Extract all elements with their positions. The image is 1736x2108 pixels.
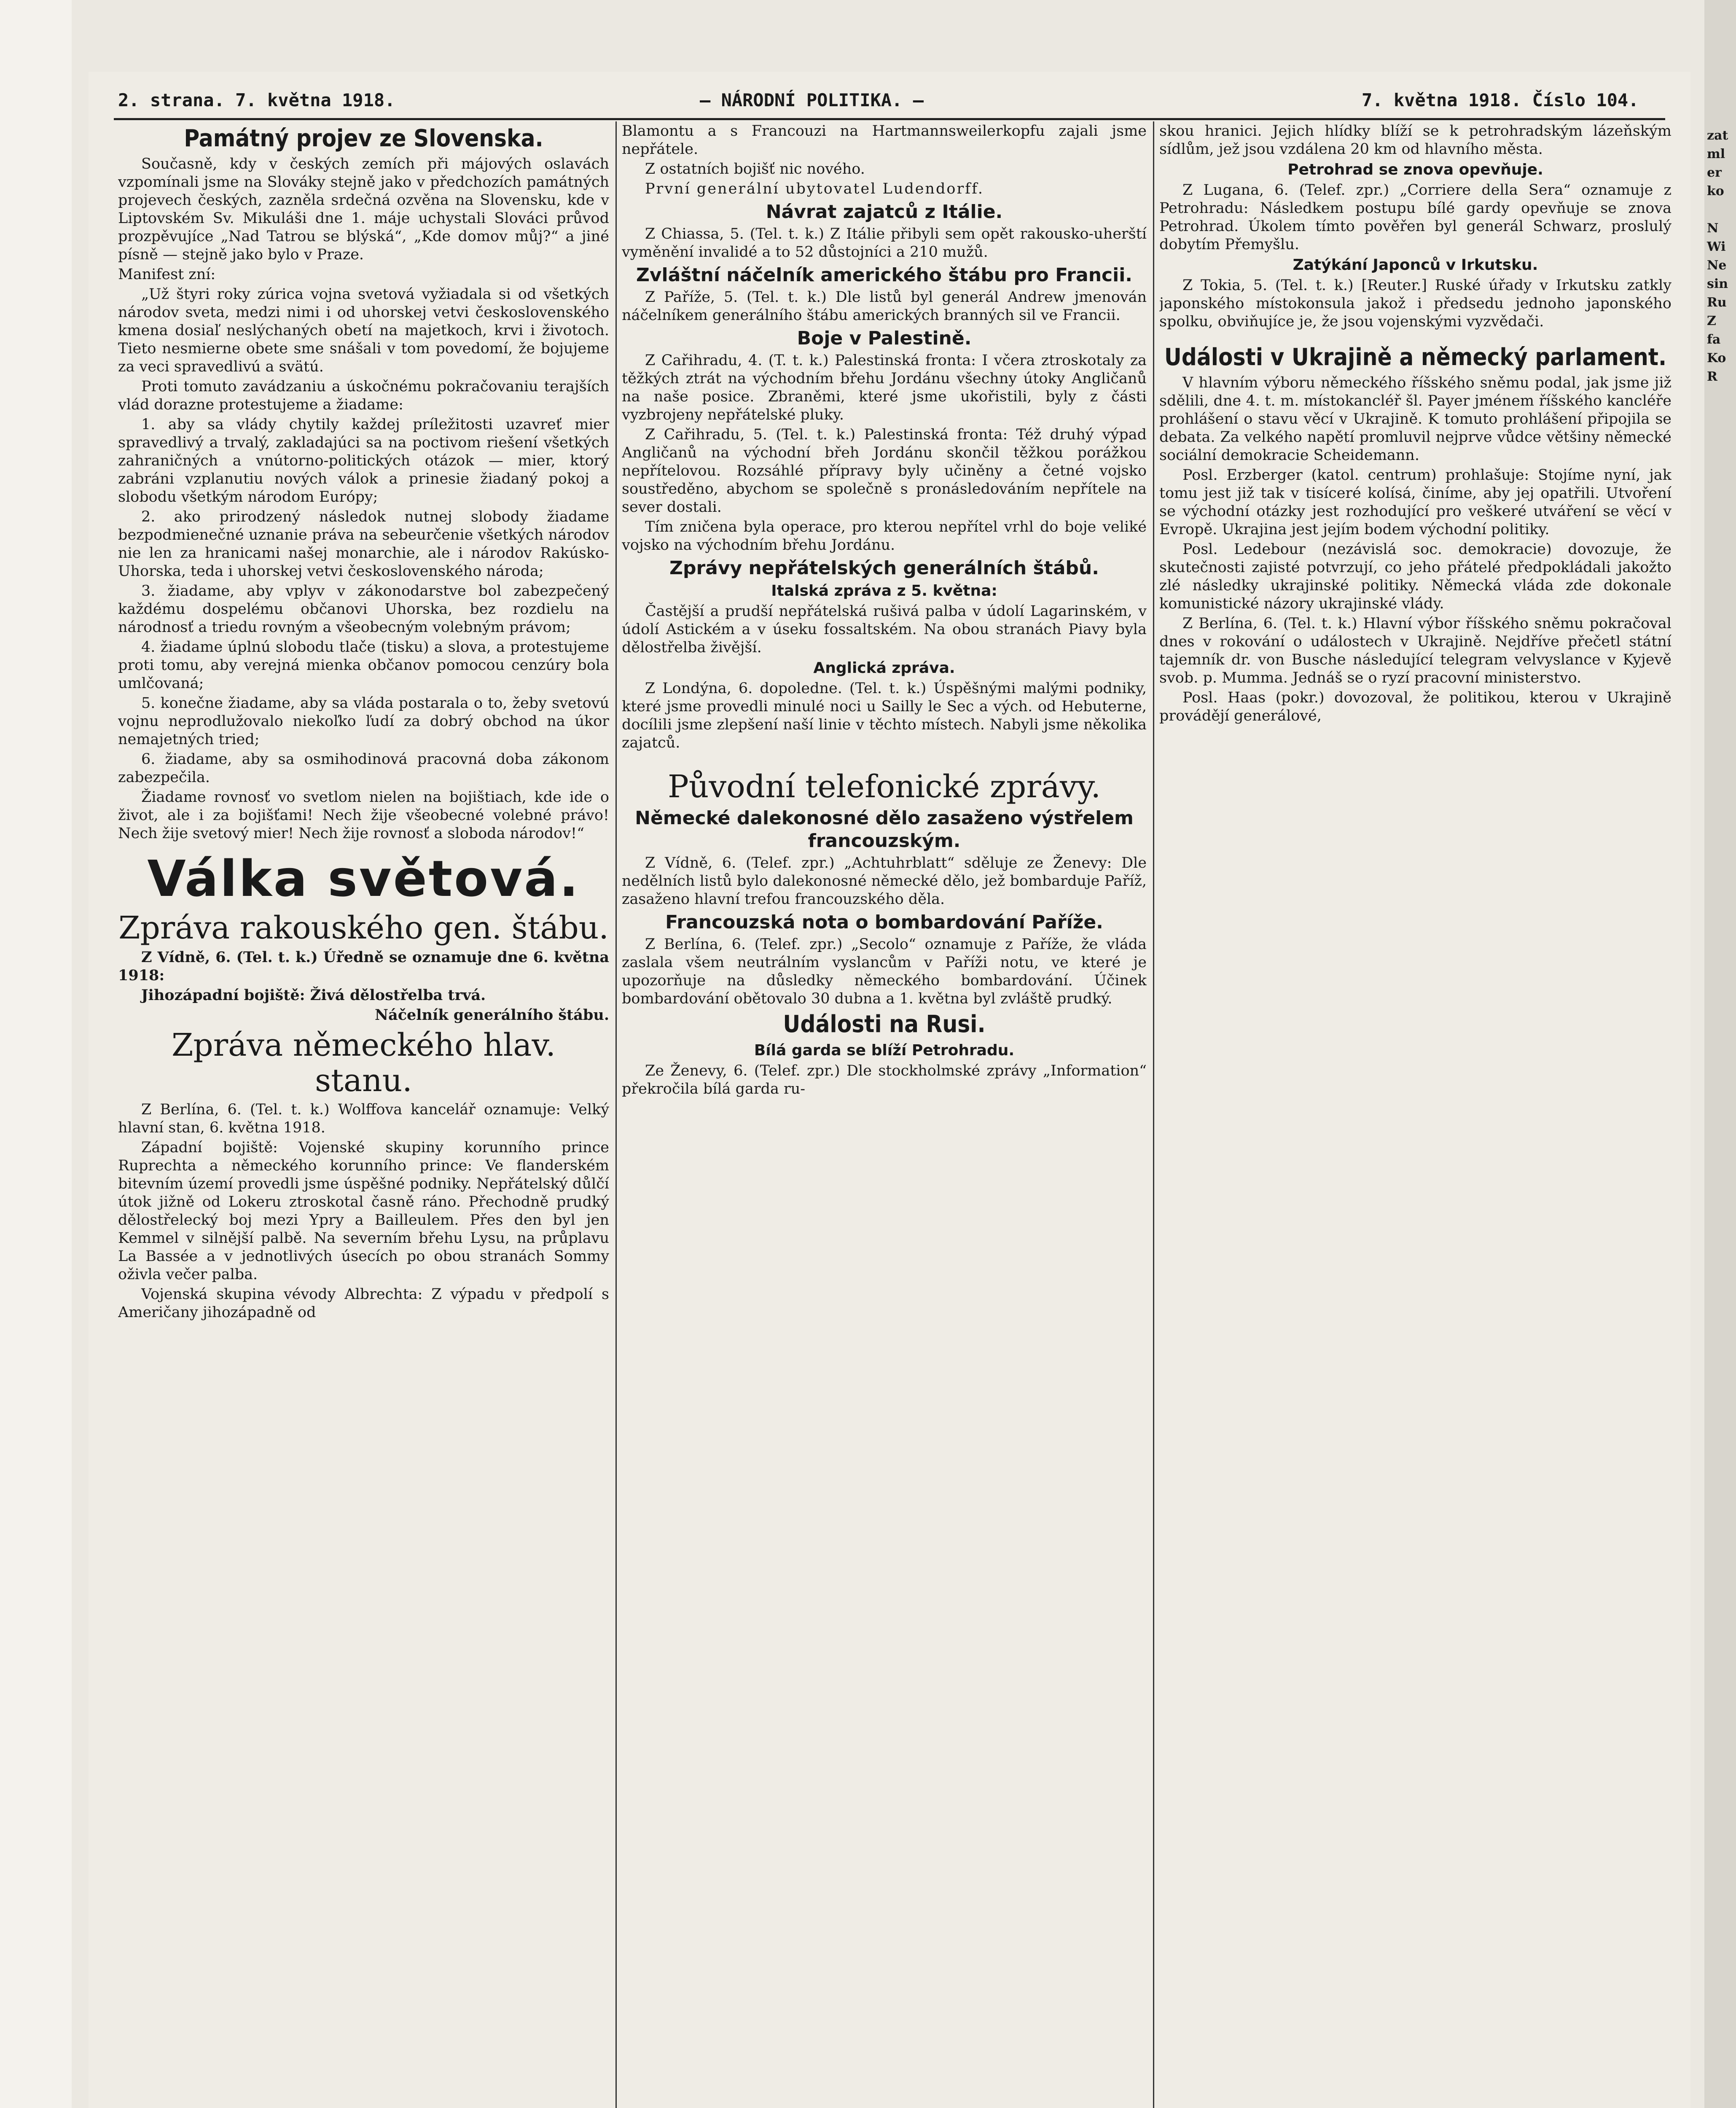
column-1 bbox=[118, 122, 609, 2108]
header-right: 7. května 1918. Číslo 104. bbox=[1362, 90, 1639, 110]
headline-dalekonosne-delo: Německé dalekonosné dělo zasaženo výstřelem francouzským. bbox=[635, 807, 1134, 852]
edge-fragment: zat bbox=[1707, 128, 1728, 143]
edge-fragment: sin bbox=[1707, 277, 1728, 291]
paragraph: V hlavním výboru německého říšského sněmu podal, jak jsme již sdělili, dne 4. t. m. místokancléř šl. Payer jménem říšského kancléře prohlášení o stavu věcí v Ukrajině. K tomuto prohlášení připojila se debata. Za velkého napětí promluvil nejprve vůdce většiny německé sociální demokracie Scheidemann. bbox=[1159, 374, 1672, 464]
paragraph: Blamontu a s Francouzi na Hartmannsweilerkopfu zajali jsme nepřátele. bbox=[622, 123, 1147, 158]
paragraph: Posl. Erzberger (katol. centrum) prohlašuje: Stojíme nyní, jak tomu jest již tak v tisíceré kolísá, činíme, aby jej opatřili. Utvoření se východní otázky jest rozhodující pro veškeré utváření se věcí v Evropě. Ukrajina jest jejím bodem východní politiky. bbox=[1159, 467, 1672, 538]
paragraph: 2. ako prirodzený následok nutnej slobody žiadame bezpodmienečné uznanie práva na sebeurčenie všetkých národov nie len za hranicami našej monarchie, ale i národov Rakúsko-Uhorska, teda i uhorskej vetvi československého národa; bbox=[118, 508, 609, 580]
paragraph: První generální ubytovatel Ludendorff. bbox=[645, 180, 984, 197]
page-header bbox=[118, 82, 1661, 116]
paragraph: Posl. Haas (pokr.) dovozoval, že politikou, kterou v Ukrajině provádějí generálové, bbox=[1159, 689, 1672, 724]
edge-fragment: Ne bbox=[1707, 258, 1727, 273]
edge-fragment: R bbox=[1707, 369, 1717, 384]
paragraph: Západní bojiště: Vojenské skupiny korunního prince Ruprechta a německého korunního prince: Ve flanderském bitevním území provedli jsme úspěšné podniky. Nepřátelský důlčí útok jižně od Lokeru ztroskotal časně ráno. Přechodně prudký dělostřelecký boj mezi Ypry a Bailleulem. Přes den byl jen Kemmel v silnější palbě. Na severním břehu Lysu, na průplavu La Bassée a v jednotlivých úsecích po obou stranách Sommy oživla večer palba. bbox=[118, 1139, 609, 1283]
headline-japonci: Zatýkání Japonců v Irkutsku. bbox=[1293, 256, 1538, 274]
paragraph: Z Vídně, 6. (Telef. zpr.) „Achtuhrblatt“ sděluje ze Ženevy: Dle nedělních listů bylo dalekonosné německé dělo, jež bombarduje Paříž, zasaženo hlavní trefou francouzského děla. bbox=[622, 855, 1147, 908]
paragraph: Posl. Ledebour (nezávislá soc. demokracie) dovozuje, že skutečnosti zajisté potvrzují, co jeho přátelé předpokládali jakožto zlé následky ukrajinské politiky. Německá vláda zde dokonale komunistické názory ukrajinské vlády. bbox=[1159, 541, 1672, 612]
paragraph: Z Lugana, 6. (Telef. zpr.) „Corriere della Sera“ oznamuje z Petrohradu: Následkem postupu bílé gardy opevňuje se znova Petrohrad. Úkolem tímto pověřen byl generál Schwarz, proslulý dobytím Přemyšlu. bbox=[1159, 182, 1672, 253]
edge-fragment: er bbox=[1707, 165, 1722, 180]
paragraph: Ze Ženevy, 6. (Telef. zpr.) Dle stockholmské zprávy „Information“ překročila bílá garda ru- bbox=[622, 1062, 1147, 1097]
paragraph: Z Paříže, 5. (Tel. t. k.) Dle listů byl generál Andrew jmenován náčelníkem generálního štábu amerických branných sil ve Francii. bbox=[622, 289, 1147, 324]
paragraph: Proti tomuto zavádzaniu a úskočnému pokračovaniu terajších vlád dorazne protestujeme a žiadame: bbox=[118, 378, 609, 413]
headline-francouzska-nota: Francouzská nota o bombardování Paříže. bbox=[665, 911, 1103, 933]
paragraph: Z Cařihradu, 5. (Tel. t. k.) Palestinská fronta: Též druhý výpad Angličanů na východní břeh Jordánu skončil těžkou porážkou nepřítelovou. Rozsáhlé přípravy byly učiněny a četné vojsko soustředěno, abychom se společně s pronásledováním nepřítele na sever dostali. bbox=[622, 426, 1147, 516]
paragraph: Z Tokia, 5. (Tel. t. k.) [Reuter.] Ruské úřady v Irkutsku zatkly japonského místokonsula jakož i předsedu jednoho japonského spolku, obviňujíce je, že jsou vojenskými vyzvědači. bbox=[1159, 277, 1672, 330]
header-left: 2. strana. 7. května 1918. bbox=[118, 90, 395, 110]
paragraph: Manifest zní: bbox=[118, 266, 216, 283]
edge-fragment: ml bbox=[1707, 147, 1725, 161]
edge-fragment: Ko bbox=[1707, 351, 1726, 366]
edge-fragment: Z bbox=[1707, 314, 1716, 328]
subhead-bila-garda: Bílá garda se blíží Petrohradu. bbox=[754, 1042, 1015, 1059]
column-rule bbox=[615, 121, 617, 2108]
headline-neprat-staby: Zprávy nepřátelských generálních štábů. bbox=[669, 557, 1099, 579]
edge-fragment: N bbox=[1707, 221, 1719, 236]
subhead-anglicka: Anglická zpráva. bbox=[813, 659, 955, 677]
paragraph: Z Berlína, 6. (Telef. zpr.) „Secolo“ oznamuje z Paříže, že vláda zaslala všem neutrálním vyslancům v Paříži notu, ve které je upozorňuje na důsledky německého bombardování. Účinek bombardování obětovalo 30 dubna a 1. května byl zvláště prudký. bbox=[622, 936, 1147, 1007]
paragraph: Jihozápadní bojiště: Živá dělostřelba trvá. bbox=[141, 987, 486, 1004]
headline-americky-stab: Zvláštní náčelník amerického štábu pro Francii. bbox=[636, 264, 1133, 286]
subhead-italska: Italská zpráva z 5. května: bbox=[771, 582, 997, 600]
adjacent-page-edge bbox=[1704, 0, 1736, 2108]
edge-fragment: ko bbox=[1707, 184, 1724, 199]
headline-slovensko: Památný projev ze Slovenska. bbox=[184, 125, 543, 152]
paragraph: Z Vídně, 6. (Tel. t. k.) Úředně se oznamuje dne 6. května 1918: bbox=[118, 949, 609, 984]
column-rule bbox=[1153, 121, 1154, 2108]
headline-udalosti-rusi: Události na Rusi. bbox=[783, 1011, 986, 1038]
edge-fragment: Wi bbox=[1707, 239, 1726, 254]
paragraph: Z ostatních bojišť nic nového. bbox=[645, 161, 865, 177]
header-masthead: — NÁRODNÍ POLITIKA. — bbox=[700, 90, 924, 110]
paragraph: Z Cařihradu, 4. (T. t. k.) Palestinská fronta: I včera ztroskotaly za těžkých ztrát na východním břehu Jordánu všechny útoky Angličanů na naše posice. Zbraněmi, které jsme ukořistili, byly z části vyzbrojeny nepřátelské pluky. bbox=[622, 352, 1147, 423]
edge-fragment: Ru bbox=[1707, 295, 1727, 310]
paragraph: Častější a prudší nepřátelská rušivá palba v údolí Lagarinském, v údolí Astickém a v úseku fossaltském. Na obou stranách Piavy byla dělostřelba živější. bbox=[622, 603, 1147, 656]
paragraph: Z Chiassa, 5. (Tel. t. k.) Z Itálie přibyli sem opět rakousko-uherští vyměnění invalidé a to 52 důstojníci a 210 mužů. bbox=[622, 226, 1147, 261]
headline-navrat-zajatcu: Návrat zajatců z Itálie. bbox=[766, 201, 1003, 223]
headline-palestina: Boje v Palestině. bbox=[797, 328, 972, 349]
paragraph: Vojenská skupina vévody Albrechta: Z výpadu v předpolí s Američany jihozápadně od bbox=[118, 1286, 609, 1321]
paragraph: Tím zničena byla operace, pro kterou nepřítel vrhl do boje veliké vojsko na východním břehu Jordánu. bbox=[622, 519, 1147, 554]
headline-telefonicke-zpravy: Původní telefonické zprávy. bbox=[667, 769, 1101, 805]
paragraph: 1. aby sa vlády chytily každej príležitosti uzavreť mier spravedlivý a trvalý, zakladajúci sa na poctivom riešení všetkých zahraničných a vnútorno-politických otázok — mier, ktorý zabráni vzplanutiu nových válok a prinesie žiadaný pokoj a slobodu všetkým národom Európy; bbox=[118, 416, 609, 505]
newspaper-page bbox=[89, 72, 1690, 2108]
signature: Náčelník generálního štábu. bbox=[375, 1006, 609, 1024]
paragraph: 4. žiadame úplnú slobodu tlače (tisku) a slova, a protestujeme proti tomu, aby verejná mienka občanov pomocou cenzúry bola umlčovaná; bbox=[118, 639, 609, 692]
headline-ukrajina: Události v Ukrajině a německý parlament. bbox=[1164, 344, 1667, 371]
paragraph: 3. žiadame, aby vplyv v zákonodarstve bol zabezpečený každému dospelému občanovi Uhorska, bez rozdielu na národnosť a triedu rovným a všeobecným volebným právom; bbox=[118, 583, 609, 636]
paragraph: Z Berlína, 6. (Tel. t. k.) Hlavní výbor říšského sněmu pokračoval dnes v rokování o událostech v Ukrajině. Nejdříve přečetl státní tajemník dr. von Busche následující telegram velvyslance v Kyjevě svob. p. Mumma. Jednáš se o ryzí pracovní ministerstvo. bbox=[1159, 615, 1672, 686]
headline-petrohrad: Petrohrad se znova opevňuje. bbox=[1287, 161, 1543, 178]
edge-fragment: fa bbox=[1707, 332, 1721, 347]
column-3 bbox=[1159, 122, 1672, 2108]
header-rule bbox=[114, 118, 1665, 120]
paragraph: Z Berlína, 6. (Tel. t. k.) Wolffova kancelář oznamuje: Velký hlavní stan, 6. května 1918. bbox=[118, 1101, 609, 1136]
paragraph: skou hranici. Jejich hlídky blíží se k petrohradským lázeňským sídlům, jež jsou vzdálena 20 km od hlavního města. bbox=[1159, 123, 1672, 158]
headline-valka-svetova: Válka světová. bbox=[147, 850, 580, 908]
scan-margin-left bbox=[0, 0, 72, 2108]
paragraph: 6. žiadame, aby sa osmihodinová pracovná doba zákonom zabezpečila. bbox=[118, 751, 609, 786]
paragraph: Žiadame rovnosť vo svetlom nielen na bojištiach, kde ide o život, ale i za bojišťami! Nech žije všeobecné volebné právo! Nech žije svetový mier! Nech žije rovnosť a sloboda národov!“ bbox=[118, 789, 609, 842]
column-2 bbox=[622, 122, 1147, 2108]
paragraph: Současně, kdy v českých zemích při májových oslavách vzpomínali jsme na Slováky stejně jako v předchozích památných projevech českých, zazněla srdečná ozvěna na Slovensku, kde v Liptovském Sv. Mikuláši dne 1. máje uchystali Slováci průvod prozpěvujíce „Nad Tatrou se blýská“, „Kde domov můj?“ a jiné písně — stejně jako bylo v Praze. bbox=[118, 156, 609, 263]
headline-nemecky-stan: Zpráva německého hlav. stanu. bbox=[172, 1027, 556, 1099]
paragraph: 5. konečne žiadame, aby sa vláda postarala o to, žeby svetovú vojnu neprodlužovalo niekoľko ľudí za dobrý obchod na úkor nemajetných tried; bbox=[118, 695, 609, 748]
paragraph: Z Londýna, 6. dopoledne. (Tel. t. k.) Úspěšnými malými podniky, které jsme provedli minulé noci u Sailly le Sec a vých. od Hebuterne, docílili jsme zlepšení naší linie v těchto místech. Nabyli jsme několika zajatců. bbox=[622, 680, 1147, 751]
headline-rakousky-stab: Zpráva rakouského gen. štábu. bbox=[118, 910, 609, 946]
paragraph: „Už štyri roky zúrica vojna svetová vyžiadala si od všetkých národov sveta, medzi nimi i od uhorskej vetvi československého kmena dosiaľ neslýchaných obetí na majetkoch, krvi i životoch. Tieto nesmierne obete sme snášali v tom povedomí, že bojujeme za veci spravedlivú a svätú. bbox=[118, 286, 609, 375]
